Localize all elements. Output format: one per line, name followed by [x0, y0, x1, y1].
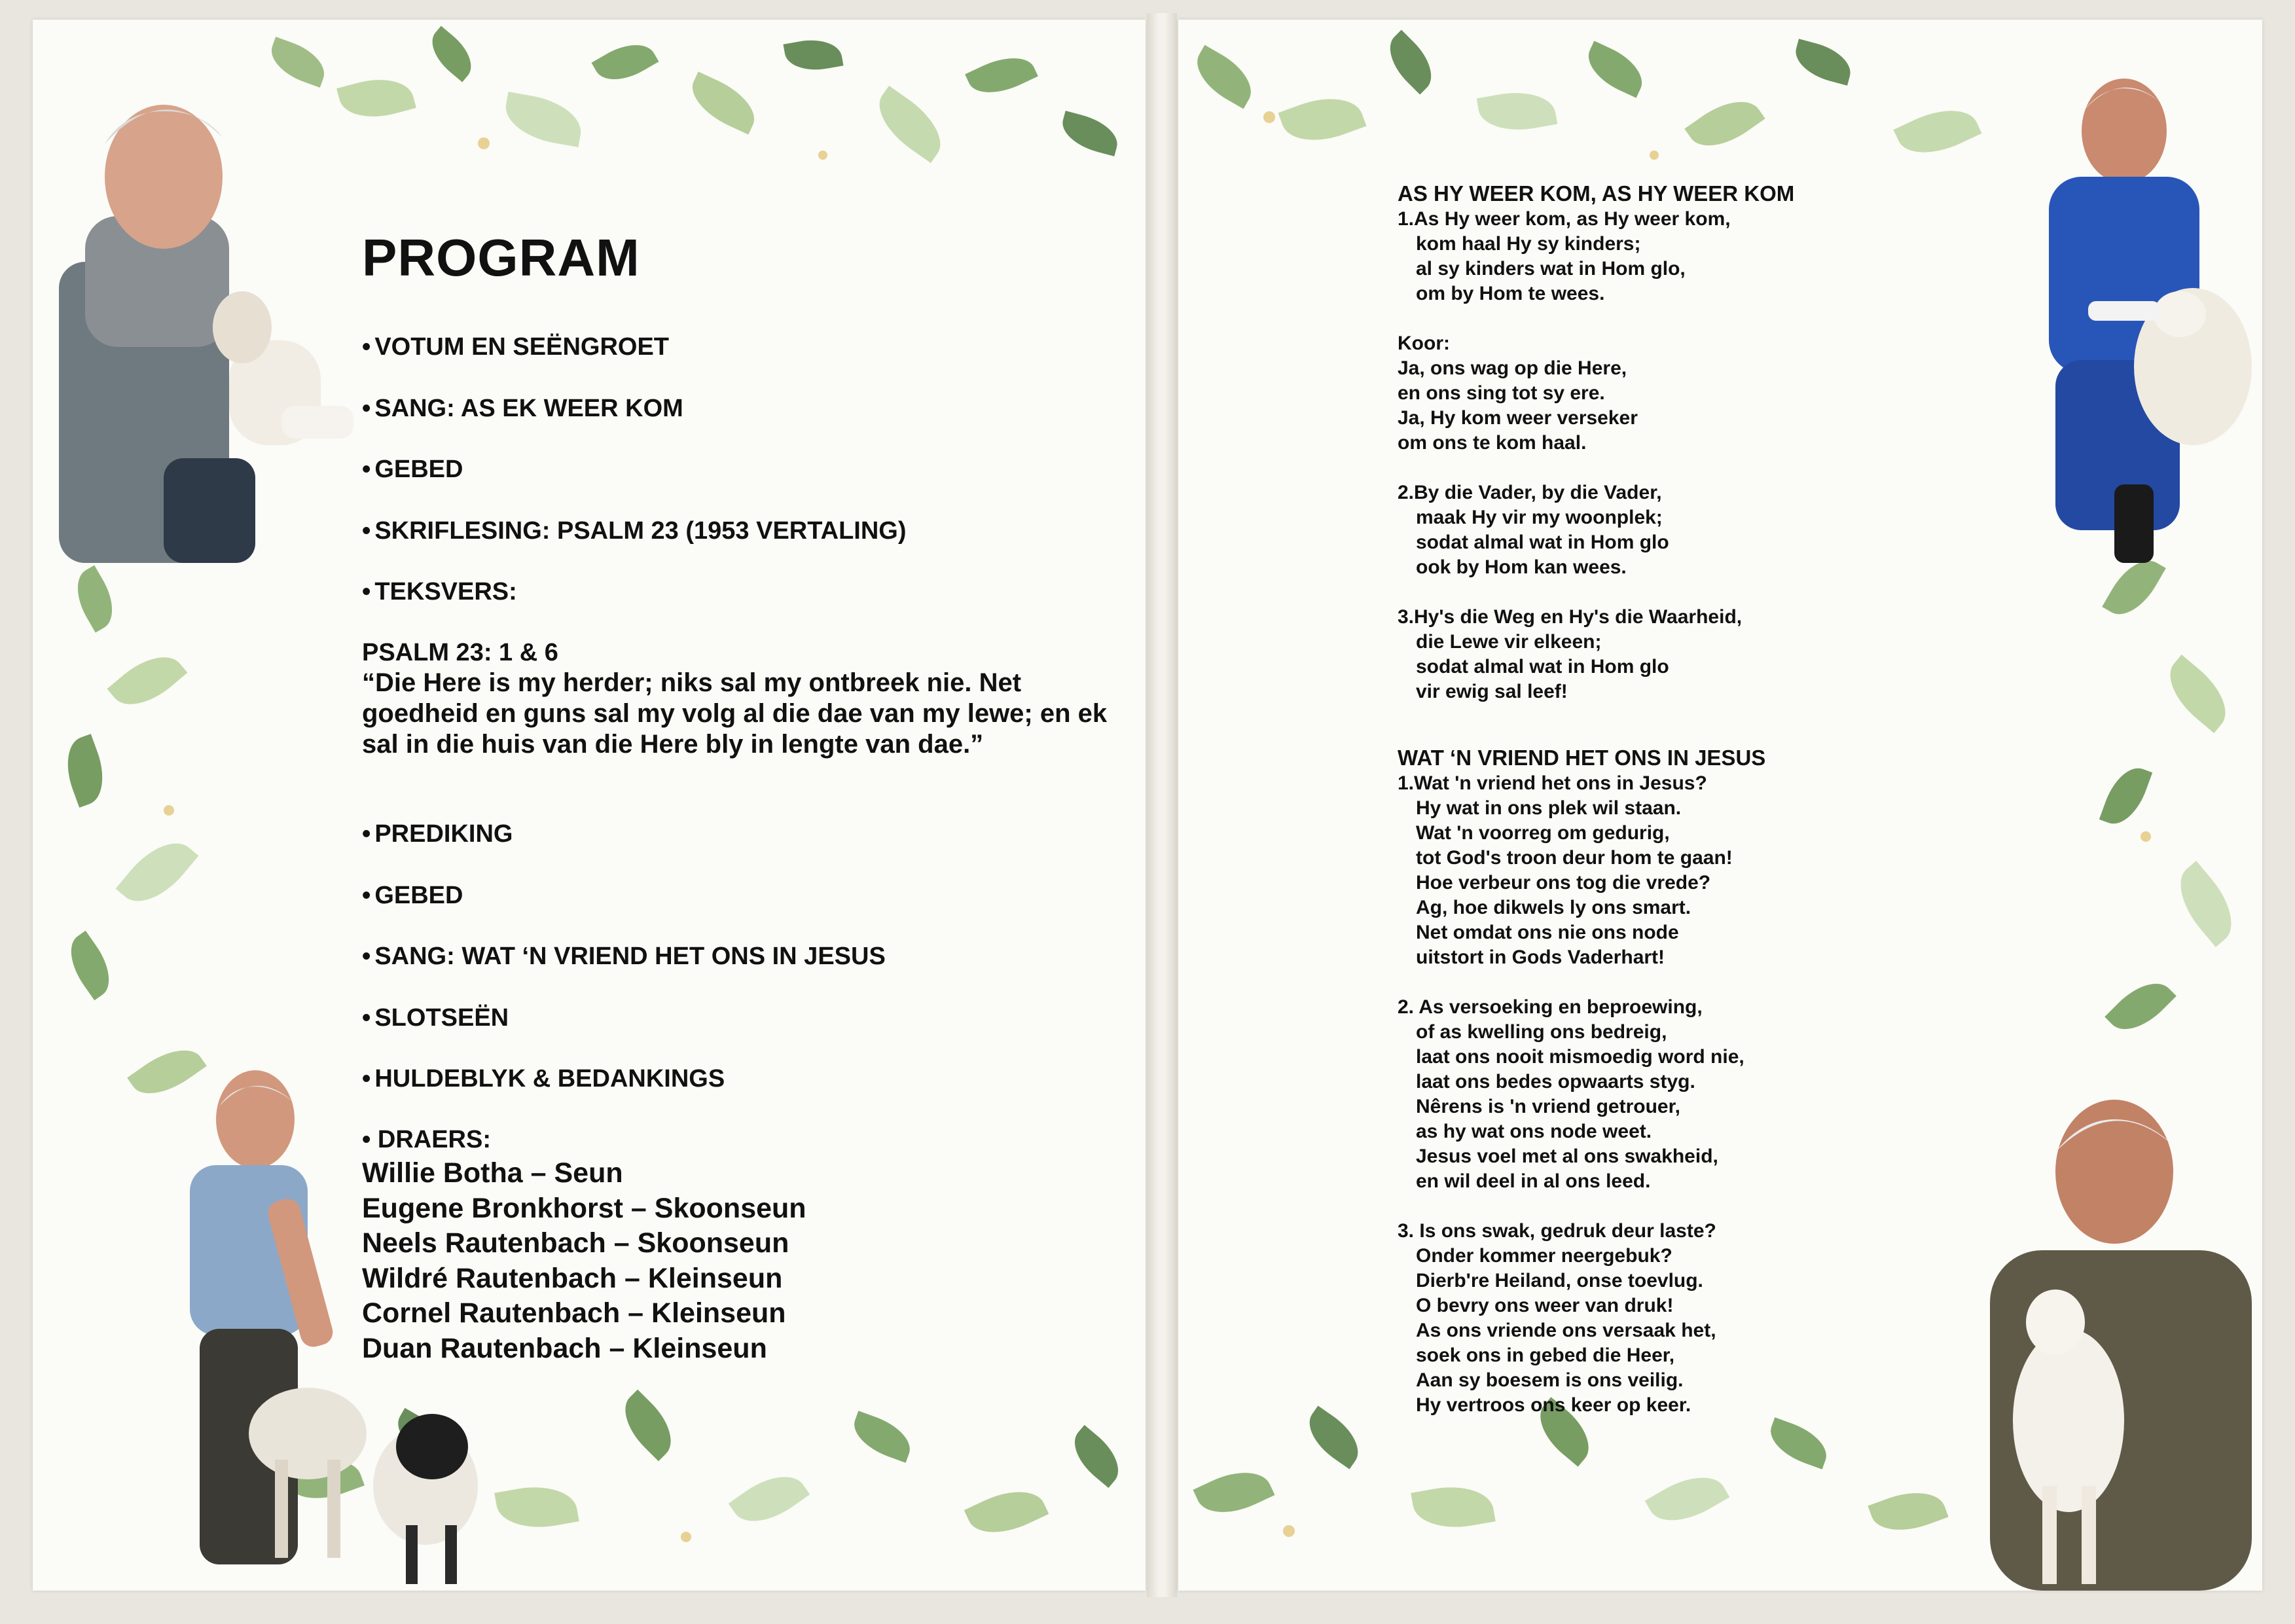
song-as-hy-weer-kom [1398, 181, 1895, 729]
leaf-border-right [2062, 530, 2258, 1119]
program-list-top [362, 333, 1115, 639]
song-verse: 3. Is ons swak, gedruk deur laste? Onder kommer neergebuk? Dierb're Heiland, onse toevlug. O bevry ons weer van druk! As ons vriende ons versaak het, soek ons in gebed die Heer, Aan sy boesem is ons veilig. Hy vertroos ons keer op keer. [1398, 1220, 1716, 1416]
bearer-name: Neels Rautenbach – Skoonseun [362, 1227, 789, 1259]
program-item: • GEBED [362, 456, 463, 483]
photo-man-feeding-lamb [46, 65, 360, 576]
leaf-border-left [33, 556, 216, 1146]
photo-man-in-blue-overall [2010, 59, 2258, 569]
program-item: • SANG: AS EK WEER KOM [362, 394, 683, 422]
left-page [33, 20, 1146, 1591]
song-title: AS HY WEER KOM, AS HY WEER KOM [1398, 181, 1795, 206]
program-item: • SKRIFLESING: PSALM 23 (1953 VERTALING) [362, 516, 907, 545]
bearers-list [362, 1156, 806, 1366]
photo-man-holding-lamb [1964, 1080, 2262, 1591]
program-item: • VOTUM EN SEËNGROET [362, 333, 670, 361]
leaf-border-top [1178, 20, 2029, 190]
bearer-name: Eugene Bronkhorst – Skoonseun [362, 1192, 806, 1224]
song-wat-n-vriend [1398, 745, 1895, 1443]
bearer-name: Cornel Rautenbach – Kleinseun [362, 1297, 786, 1329]
song-verse: 3.Hy's die Weg en Hy's die Waarheid, die Lewe vir elkeen; sodat almal wat in Hom glo vir ewig sal leef! [1398, 606, 1743, 702]
leaf-border-top [229, 20, 1146, 203]
program-item: • SANG: WAT ‘N VRIEND HET ONS IN JESUS [362, 943, 886, 970]
bearer-name: Wildré Rautenbach – Kleinseun [362, 1262, 783, 1294]
right-page [1178, 20, 2262, 1591]
song-verse: 1.As Hy weer kom, as Hy weer kom, kom haal Hy sy kinders; al sy kinders wat in Hom glo, om by Hom te wees. [1398, 208, 1731, 304]
program-title: PROGRAM [362, 228, 640, 287]
scripture-block [362, 638, 1115, 760]
program-list-bottom [362, 820, 1115, 1126]
song-verse: 2. As versoeking en beproewing, of as kwelling ons bedreig, laat ons nooit mismoedig word nie, laat ons bedes opwaarts styg. Nêrens is 'n vriend getrouer, as hy wat ons node weet. Jesus voel met al ons swakheid, en wil deel in al ons leed. [1398, 996, 1744, 1192]
song-verse: 1.Wat 'n vriend het ons in Jesus? Hy wat in ons plek wil staan. Wat 'n voorreg om gedurig, tot God's troon deur hom te gaan! Hoe verbeur ons tog die vrede? Ag, hoe dikwels ly ons smart. Net omdat ons nie ons node uitstort in Gods Vaderhart! [1398, 772, 1733, 968]
bearer-name: Duan Rautenbach – Kleinseun [362, 1332, 767, 1364]
psalm-text: “Die Here is my herder; niks sal my ontbreek nie. Net goedheid en guns sal my volg al die dae van my lewe; en ek sal in die huis van die Here bly in lengte van dae.” [362, 668, 1108, 759]
program-item: • TEKSVERS: [362, 578, 517, 605]
booklet-fold [1147, 13, 1177, 1597]
program-item: • PREDIKING [362, 820, 513, 848]
song-chorus: Koor: Ja, ons wag op die Here, en ons sing tot sy ere. Ja, Hy kom weer verseker om ons te kom haal. [1398, 333, 1638, 454]
program-item: • GEBED [362, 881, 463, 909]
bearer-name: Willie Botha – Seun [362, 1157, 623, 1189]
program-item: • HULDEBLYK & BEDANKINGS [362, 1065, 725, 1092]
song-title: WAT ‘N VRIEND HET ONS IN JESUS [1398, 746, 1766, 770]
song-verse: 2.By die Vader, by die Vader, maak Hy vir my woonplek; sodat almal wat in Hom glo ook by Hom kan wees. [1398, 482, 1669, 578]
program-item: • SLOTSEËN [362, 1003, 509, 1032]
psalm-reference: PSALM 23: 1 & 6 [362, 639, 558, 666]
bearers-heading: • DRAERS: [362, 1126, 491, 1153]
